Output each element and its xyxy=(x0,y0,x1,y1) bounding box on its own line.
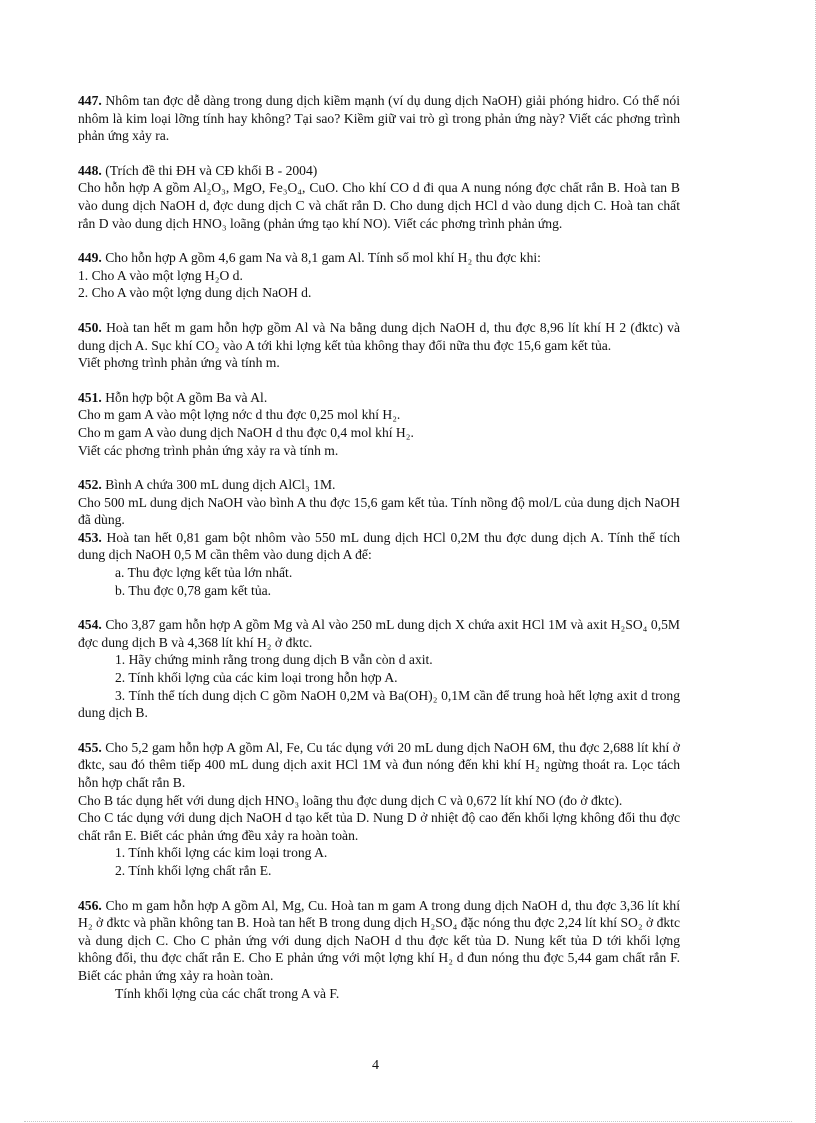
problem-449-text: 449. Cho hỗn hợp A gồm 4,6 gam Na và 8,1 gam Al. Tính số mol khí H₂ thu đợc khi: xyxy=(78,250,541,266)
problem-453 xyxy=(78,529,680,599)
document-body xyxy=(78,92,680,1019)
problem-451-line-2: Cho m gam A vào dung dịch NaOH d thu đợc 0,4 mol khí H₂. xyxy=(78,424,414,440)
problem-number: 447. xyxy=(78,93,102,108)
problem-448-text: Cho hỗn hợp A gồm Al₂O₃, MgO, Fe₃O₄, CuO. Cho khí CO d đi qua A nung nóng đợc chất rắn B. Hoà tan B vào dung dịch NaOH d, đợc dung dịch C và chất rắn D. Cho dung dịch HCl d vào dung dịch C. Hoà tan chất rắn D vào dung dịch HNO₃ loãng (phản ứng tạo khí NO). Viết các phơng trình phản ứng. xyxy=(78,180,680,231)
problem-number: 455. xyxy=(78,739,102,755)
problem-number: 454. xyxy=(78,617,102,633)
problem-449-item-1: 1. Cho A vào một lợng H₂O d. xyxy=(78,267,243,283)
problem-455-para-2: Cho B tác dụng hết với dung dịch HNO₃ loãng thu đợc dung dịch C và 0,672 lít khí NO (đo ở đktc). xyxy=(78,792,623,808)
problem-453-item-b: b. Thu đợc 0,78 gam kết tủa. xyxy=(115,582,272,598)
problem-452-text: 452. Bình A chứa 300 mL dung dịch AlCl₃ 1M. xyxy=(78,477,336,493)
problem-451 xyxy=(78,389,680,459)
problem-454-item-1: 1. Hãy chứng minh rằng trong dung dịch B vẫn còn d axit. xyxy=(115,652,433,668)
problem-447-text: 447. Nhôm tan đợc dễ dàng trong dung dịch kiềm mạnh (ví dụ dung dịch NaOH) giải phóng hidro. Có thể nói nhôm là kim loại lỡng tính hay không? Tại sao? Kiềm giữ vai trò gì trong phản ứng này? Viết các phơng trình phản ứng xảy ra. xyxy=(78,93,680,144)
problem-447 xyxy=(78,92,680,145)
problem-453-item-a: a. Thu đợc lợng kết tủa lớn nhất. xyxy=(115,565,293,581)
problem-454-item-3: 3. Tính thể tích dung dịch C gồm NaOH 0,2M và Ba(OH)₂ 0,1M cần để trung hoà hết lợng axit d trong dung dịch B. xyxy=(78,687,680,721)
problem-448-heading: 448. (Trích đề thi ĐH và CĐ khối B - 2004) xyxy=(78,162,318,178)
problem-number: 453. xyxy=(78,529,102,545)
problem-455-item-2: 2. Tính khối lợng chất rắn E. xyxy=(115,862,272,878)
problem-456 xyxy=(78,897,680,1003)
problem-450-task: Viết phơng trình phản ứng và tính m. xyxy=(78,355,280,371)
problem-450-text: 450. Hoà tan hết m gam hỗn hợp gồm Al và Na bằng dung dịch NaOH d, thu đợc 8,96 lít khí H 2 (đktc) và dung dịch A. Sục khí CO₂ vào A tới khi lợng kết tủa không thay đổi nữa thu đợc 15,6 gam kết tủa. xyxy=(78,319,680,353)
problem-452-line-2: Cho 500 mL dung dịch NaOH vào bình A thu đợc 15,6 gam kết tủa. Tính nồng độ mol/L của dung dịch NaOH đã dùng. xyxy=(78,494,680,528)
problem-455 xyxy=(78,739,680,880)
problem-454-text: 454. Cho 3,87 gam hỗn hợp A gồm Mg và Al vào 250 mL dung dịch X chứa axit HCl 1M và axit H₂SO₄ 0,5M đợc dung dịch B và 4,368 lít khí H₂ ở đktc. xyxy=(78,617,680,650)
problem-456-text: 456. Cho m gam hỗn hợp A gồm Al, Mg, Cu. Hoà tan m gam A trong dung dịch NaOH d, thu đợc 3,36 lít khí H₂ ở đktc và phần không tan B. Hoà tan hết B trong dung dịch H₂SO₄ đặc nóng thu đợc 2,24 lít khí SO₂ ở đktc và dung dịch C. Cho C phản ứng với dung dịch NaOH d thu đợc kết tủa D. Nung kết tủa D tới khối lợng không đổi, thu đợc chất rắn E. Cho E phản ứng với một lợng khí H₂ d đun nóng thu đợc 5,44 gam chất rắn F. Biết các phản ứng xảy ra hoàn toàn. xyxy=(78,897,680,983)
problem-448 xyxy=(78,162,680,232)
problem-449-item-2: 2. Cho A vào một lợng dung dịch NaOH d. xyxy=(78,285,312,301)
problem-451-line-1: Cho m gam A vào một lợng nớc d thu đợc 0,25 mol khí H₂. xyxy=(78,407,401,423)
problem-449 xyxy=(78,249,680,302)
problem-451-text: 451. Hỗn hợp bột A gồm Ba và Al. xyxy=(78,389,268,405)
problem-number: 449. xyxy=(78,250,102,266)
page-bottom-divider xyxy=(24,1121,792,1122)
problem-451-line-3: Viết các phơng trình phản ứng xảy ra và tính m. xyxy=(78,442,339,458)
problem-453-text: 453. Hoà tan hết 0,81 gam bột nhôm vào 550 mL dung dịch HCl 0,2M thu đợc dung dịch A. Tính thể tích dung dịch NaOH 0,5 M cần thêm vào dung dịch A để: xyxy=(78,529,680,563)
problem-456-task: Tính khối lợng của các chất trong A và F. xyxy=(115,985,340,1001)
problem-455-para-3: Cho C tác dụng với dung dịch NaOH d tạo kết tủa D. Nung D ở nhiệt độ cao đến khối lợng không đổi thu đợc chất rắn E. Biết các phản ứng đều xảy ra hoàn toàn. xyxy=(78,810,680,843)
problem-455-text: 455. Cho 5,2 gam hỗn hợp A gồm Al, Fe, Cu tác dụng với 20 mL dung dịch NaOH 6M, thu đợc 2,688 lít khí ở đktc, sau đó thêm tiếp 400 mL dung dịch axit HCl 1M và đun nóng đến khi khí H₂ ngừng thoát ra. Lọc tách hỗn hợp chất rắn B. xyxy=(78,739,680,790)
problem-number: 448. xyxy=(78,162,102,178)
problem-455-item-1: 1. Tính khối lợng các kim loại trong A. xyxy=(115,845,328,861)
problem-number: 456. xyxy=(78,897,102,913)
problem-number: 452. xyxy=(78,477,102,493)
problem-number: 451. xyxy=(78,389,102,405)
problem-452 xyxy=(78,476,680,529)
page-number: 4 xyxy=(372,1058,379,1073)
problem-454 xyxy=(78,616,680,722)
problem-number: 450. xyxy=(78,319,102,335)
problem-454-item-2: 2. Tính khối lợng của các kim loại trong hỗn hợp A. xyxy=(115,670,398,686)
problem-450 xyxy=(78,319,680,372)
